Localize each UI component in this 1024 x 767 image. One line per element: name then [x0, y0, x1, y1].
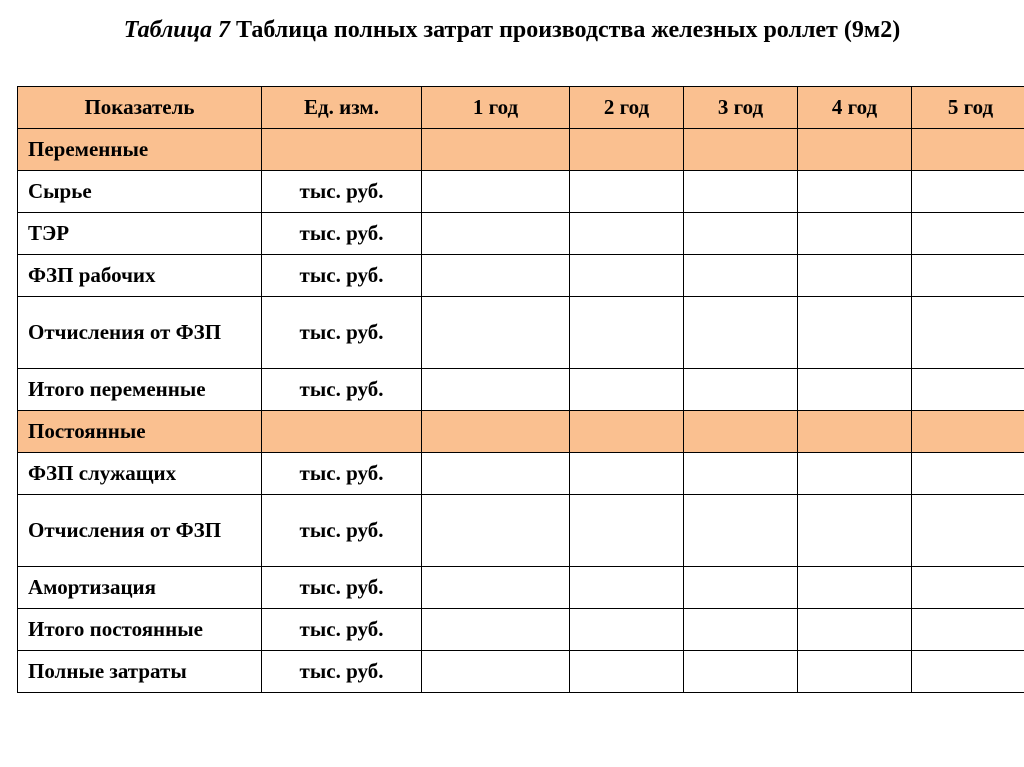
- year-5-cell: [912, 609, 1024, 651]
- year-2-cell: [570, 129, 684, 171]
- table-number: Таблица 7: [123, 17, 230, 43]
- year-2-cell: [570, 609, 684, 651]
- year-4-cell: [798, 369, 912, 411]
- row-unit: тыс. руб.: [262, 567, 422, 609]
- year-3-cell: [684, 453, 798, 495]
- year-4-cell: [798, 495, 912, 567]
- year-3-cell: [684, 495, 798, 567]
- year-4-cell: [798, 255, 912, 297]
- year-5-cell: [912, 651, 1024, 693]
- header-unit: Ед. изм.: [262, 87, 422, 129]
- row-name: Переменные: [18, 129, 262, 171]
- year-1-cell: [422, 651, 570, 693]
- year-4-cell: [798, 567, 912, 609]
- year-1-cell: [422, 495, 570, 567]
- year-1-cell: [422, 453, 570, 495]
- row-unit: тыс. руб.: [262, 171, 422, 213]
- header-year-5: 5 год: [912, 87, 1024, 129]
- row-unit: тыс. руб.: [262, 297, 422, 369]
- header-year-4: 4 год: [798, 87, 912, 129]
- table-row: [18, 495, 1024, 567]
- year-2-cell: [570, 453, 684, 495]
- year-3-cell: [684, 297, 798, 369]
- year-3-cell: [684, 609, 798, 651]
- year-5-cell: [912, 567, 1024, 609]
- year-2-cell: [570, 255, 684, 297]
- row-name: Итого постоянные: [18, 609, 262, 651]
- year-2-cell: [570, 171, 684, 213]
- year-3-cell: [684, 129, 798, 171]
- row-name: ТЭР: [18, 213, 262, 255]
- year-2-cell: [570, 567, 684, 609]
- year-4-cell: [798, 609, 912, 651]
- row-name: Итого переменные: [18, 369, 262, 411]
- header-row: [18, 87, 1024, 129]
- row-unit: тыс. руб.: [262, 609, 422, 651]
- row-name: Отчисления от ФЗП: [18, 495, 262, 567]
- year-1-cell: [422, 411, 570, 453]
- year-1-cell: [422, 213, 570, 255]
- year-3-cell: [684, 171, 798, 213]
- year-4-cell: [798, 651, 912, 693]
- year-4-cell: [798, 453, 912, 495]
- table-row-variable-section: [18, 129, 1024, 171]
- year-3-cell: [684, 651, 798, 693]
- year-2-cell: [570, 297, 684, 369]
- row-name: Полные затраты: [18, 651, 262, 693]
- table-row-fixed-section: [18, 411, 1024, 453]
- year-1-cell: [422, 567, 570, 609]
- table-row: [18, 609, 1024, 651]
- header-indicator: Показатель: [18, 87, 262, 129]
- year-5-cell: [912, 255, 1024, 297]
- year-5-cell: [912, 297, 1024, 369]
- cost-table: [17, 86, 1024, 693]
- year-4-cell: [798, 213, 912, 255]
- row-name: ФЗП служащих: [18, 453, 262, 495]
- year-3-cell: [684, 411, 798, 453]
- year-1-cell: [422, 129, 570, 171]
- year-5-cell: [912, 213, 1024, 255]
- year-5-cell: [912, 171, 1024, 213]
- year-1-cell: [422, 609, 570, 651]
- row-name: Отчисления от ФЗП: [18, 297, 262, 369]
- year-4-cell: [798, 411, 912, 453]
- table-row: [18, 297, 1024, 369]
- row-unit: тыс. руб.: [262, 453, 422, 495]
- table-row: [18, 567, 1024, 609]
- table-row: [18, 171, 1024, 213]
- year-2-cell: [570, 411, 684, 453]
- year-1-cell: [422, 369, 570, 411]
- year-5-cell: [912, 495, 1024, 567]
- header-year-1: 1 год: [422, 87, 570, 129]
- year-2-cell: [570, 213, 684, 255]
- table-row: [18, 255, 1024, 297]
- row-unit: [262, 411, 422, 453]
- year-1-cell: [422, 255, 570, 297]
- year-5-cell: [912, 411, 1024, 453]
- row-unit: тыс. руб.: [262, 255, 422, 297]
- year-2-cell: [570, 651, 684, 693]
- row-name: Сырье: [18, 171, 262, 213]
- year-5-cell: [912, 369, 1024, 411]
- year-4-cell: [798, 171, 912, 213]
- table-row: [18, 213, 1024, 255]
- year-4-cell: [798, 297, 912, 369]
- year-3-cell: [684, 369, 798, 411]
- table-row: [18, 453, 1024, 495]
- table-row: [18, 651, 1024, 693]
- year-5-cell: [912, 129, 1024, 171]
- year-1-cell: [422, 297, 570, 369]
- row-unit: тыс. руб.: [262, 213, 422, 255]
- year-1-cell: [422, 171, 570, 213]
- row-unit: тыс. руб.: [262, 369, 422, 411]
- year-2-cell: [570, 369, 684, 411]
- header-year-2: 2 год: [570, 87, 684, 129]
- year-3-cell: [684, 567, 798, 609]
- row-unit: тыс. руб.: [262, 651, 422, 693]
- row-unit: [262, 129, 422, 171]
- table-title: Таблица полных затрат производства железных роллет (9м2): [235, 17, 901, 43]
- table-row: [18, 369, 1024, 411]
- row-unit: тыс. руб.: [262, 495, 422, 567]
- table-caption: [0, 14, 1024, 46]
- row-name: Амортизация: [18, 567, 262, 609]
- year-3-cell: [684, 255, 798, 297]
- year-2-cell: [570, 495, 684, 567]
- row-name: Постоянные: [18, 411, 262, 453]
- year-5-cell: [912, 453, 1024, 495]
- year-3-cell: [684, 213, 798, 255]
- row-name: ФЗП рабочих: [18, 255, 262, 297]
- year-4-cell: [798, 129, 912, 171]
- header-year-3: 3 год: [684, 87, 798, 129]
